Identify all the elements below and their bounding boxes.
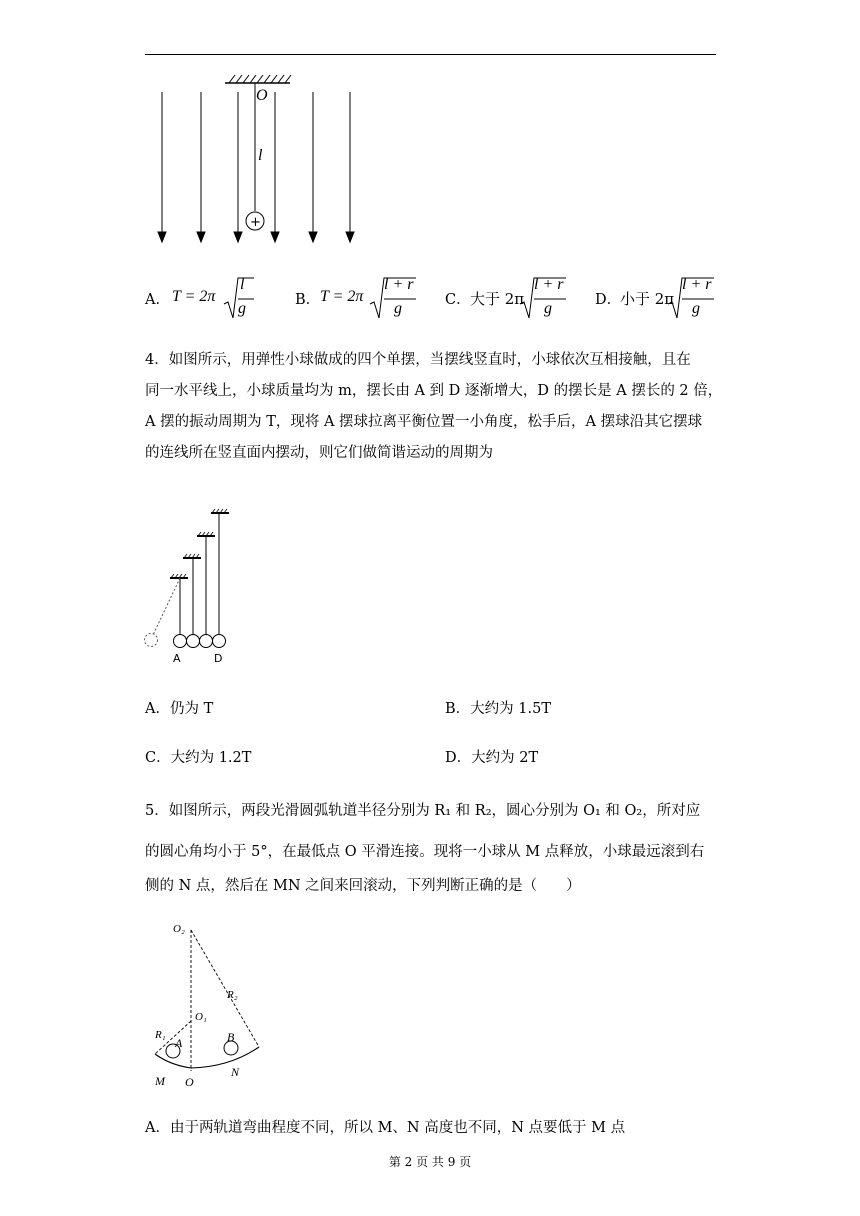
q4-stem-line-3: A 摆的振动周期为 T，现将 A 摆球拉离平衡位置一小角度，松手后，A 摆球沿其它摆球	[145, 414, 703, 430]
q3-label-o: O	[256, 87, 268, 104]
q3-option-d-letter: D．	[595, 292, 622, 308]
q5-label-o2: O₂	[173, 923, 185, 935]
q4-label-d: D	[214, 652, 223, 665]
q4-option-d: D．大约为 2T	[445, 750, 539, 766]
q3-option-c-letter: C．	[445, 292, 471, 308]
q3-option-b-expr: T = 2π	[320, 288, 364, 305]
q5-arcs-figure	[145, 915, 275, 1090]
q3-label-charge: +	[250, 215, 261, 230]
q3-option-a-denom: g	[238, 300, 246, 317]
q4-option-a: A．仍为 T	[145, 701, 214, 717]
q3-option-b-letter: B．	[295, 292, 321, 308]
q3-option-d-expr: 小于 2π	[620, 290, 675, 308]
q4-option-b: B．大约为 1.5T	[445, 701, 551, 717]
q5-label-a: A	[175, 1036, 183, 1050]
q3-pendulum-figure	[150, 70, 370, 250]
q4-stem-line-1: 4．如图所示，用弹性小球做成的四个单摆，当摆线竖直时，小球依次互相接触，且在	[145, 352, 691, 368]
q4-stem-line-4: 的连线所在竖直面内摆动，则它们做简谐运动的周期为	[145, 445, 493, 461]
q5-label-o1: O₁	[195, 1011, 207, 1023]
page-footer: 第 2 页 共 9 页	[388, 1155, 472, 1169]
header-rule	[145, 54, 716, 55]
q3-option-c-numer: l + r	[534, 276, 564, 293]
q3-option-d-numer: l + r	[682, 276, 712, 293]
q5-option-a: A．由于两轨道弯曲程度不同，所以 M、N 高度也不同，N 点要低于 M 点	[145, 1120, 626, 1136]
q4-label-a: A	[173, 652, 181, 665]
q5-stem-line-3: 侧的 N 点，然后在 MN 之间来回滚动，下列判断正确的是（ ）	[145, 878, 581, 894]
q4-stem-line-2: 同一水平线上，小球质量均为 m，摆长由 A 到 D 逐渐增大，D 的摆长是 A 摆长的 2 倍，	[145, 383, 723, 399]
q5-label-m: M	[155, 1074, 165, 1088]
q3-option-c-expr: 大于 2π	[470, 290, 525, 308]
q4-option-c: C．大约为 1.2T	[145, 750, 252, 766]
q5-stem-line-1: 5．如图所示，两段光滑圆弧轨道半径分别为 R₁ 和 R₂，圆心分别为 O₁ 和 O₂，所对应	[145, 803, 701, 819]
q5-label-n: N	[231, 1065, 240, 1079]
q3-option-a-expr: T = 2π	[172, 288, 216, 305]
q3-option-a-numer: l	[240, 276, 245, 293]
q5-label-r2: R₂	[227, 989, 238, 1001]
q3-option-b-numer: l + r	[384, 276, 414, 293]
q5-label-o: O	[185, 1075, 194, 1089]
q5-stem-line-2: 的圆心角均小于 5°，在最低点 O 平滑连接。现将一小球从 M 点释放，小球最远滚到右	[145, 844, 705, 860]
q3-option-b-denom: g	[394, 300, 402, 317]
q5-label-b: B	[227, 1030, 235, 1044]
q3-option-a-letter: A．	[145, 292, 170, 308]
q3-option-c-denom: g	[544, 300, 552, 317]
q5-label-r1: R₁	[155, 1029, 166, 1041]
q3-option-d-denom: g	[692, 300, 700, 317]
q3-label-l: l	[258, 147, 263, 164]
q4-pendulums-figure	[140, 505, 250, 670]
